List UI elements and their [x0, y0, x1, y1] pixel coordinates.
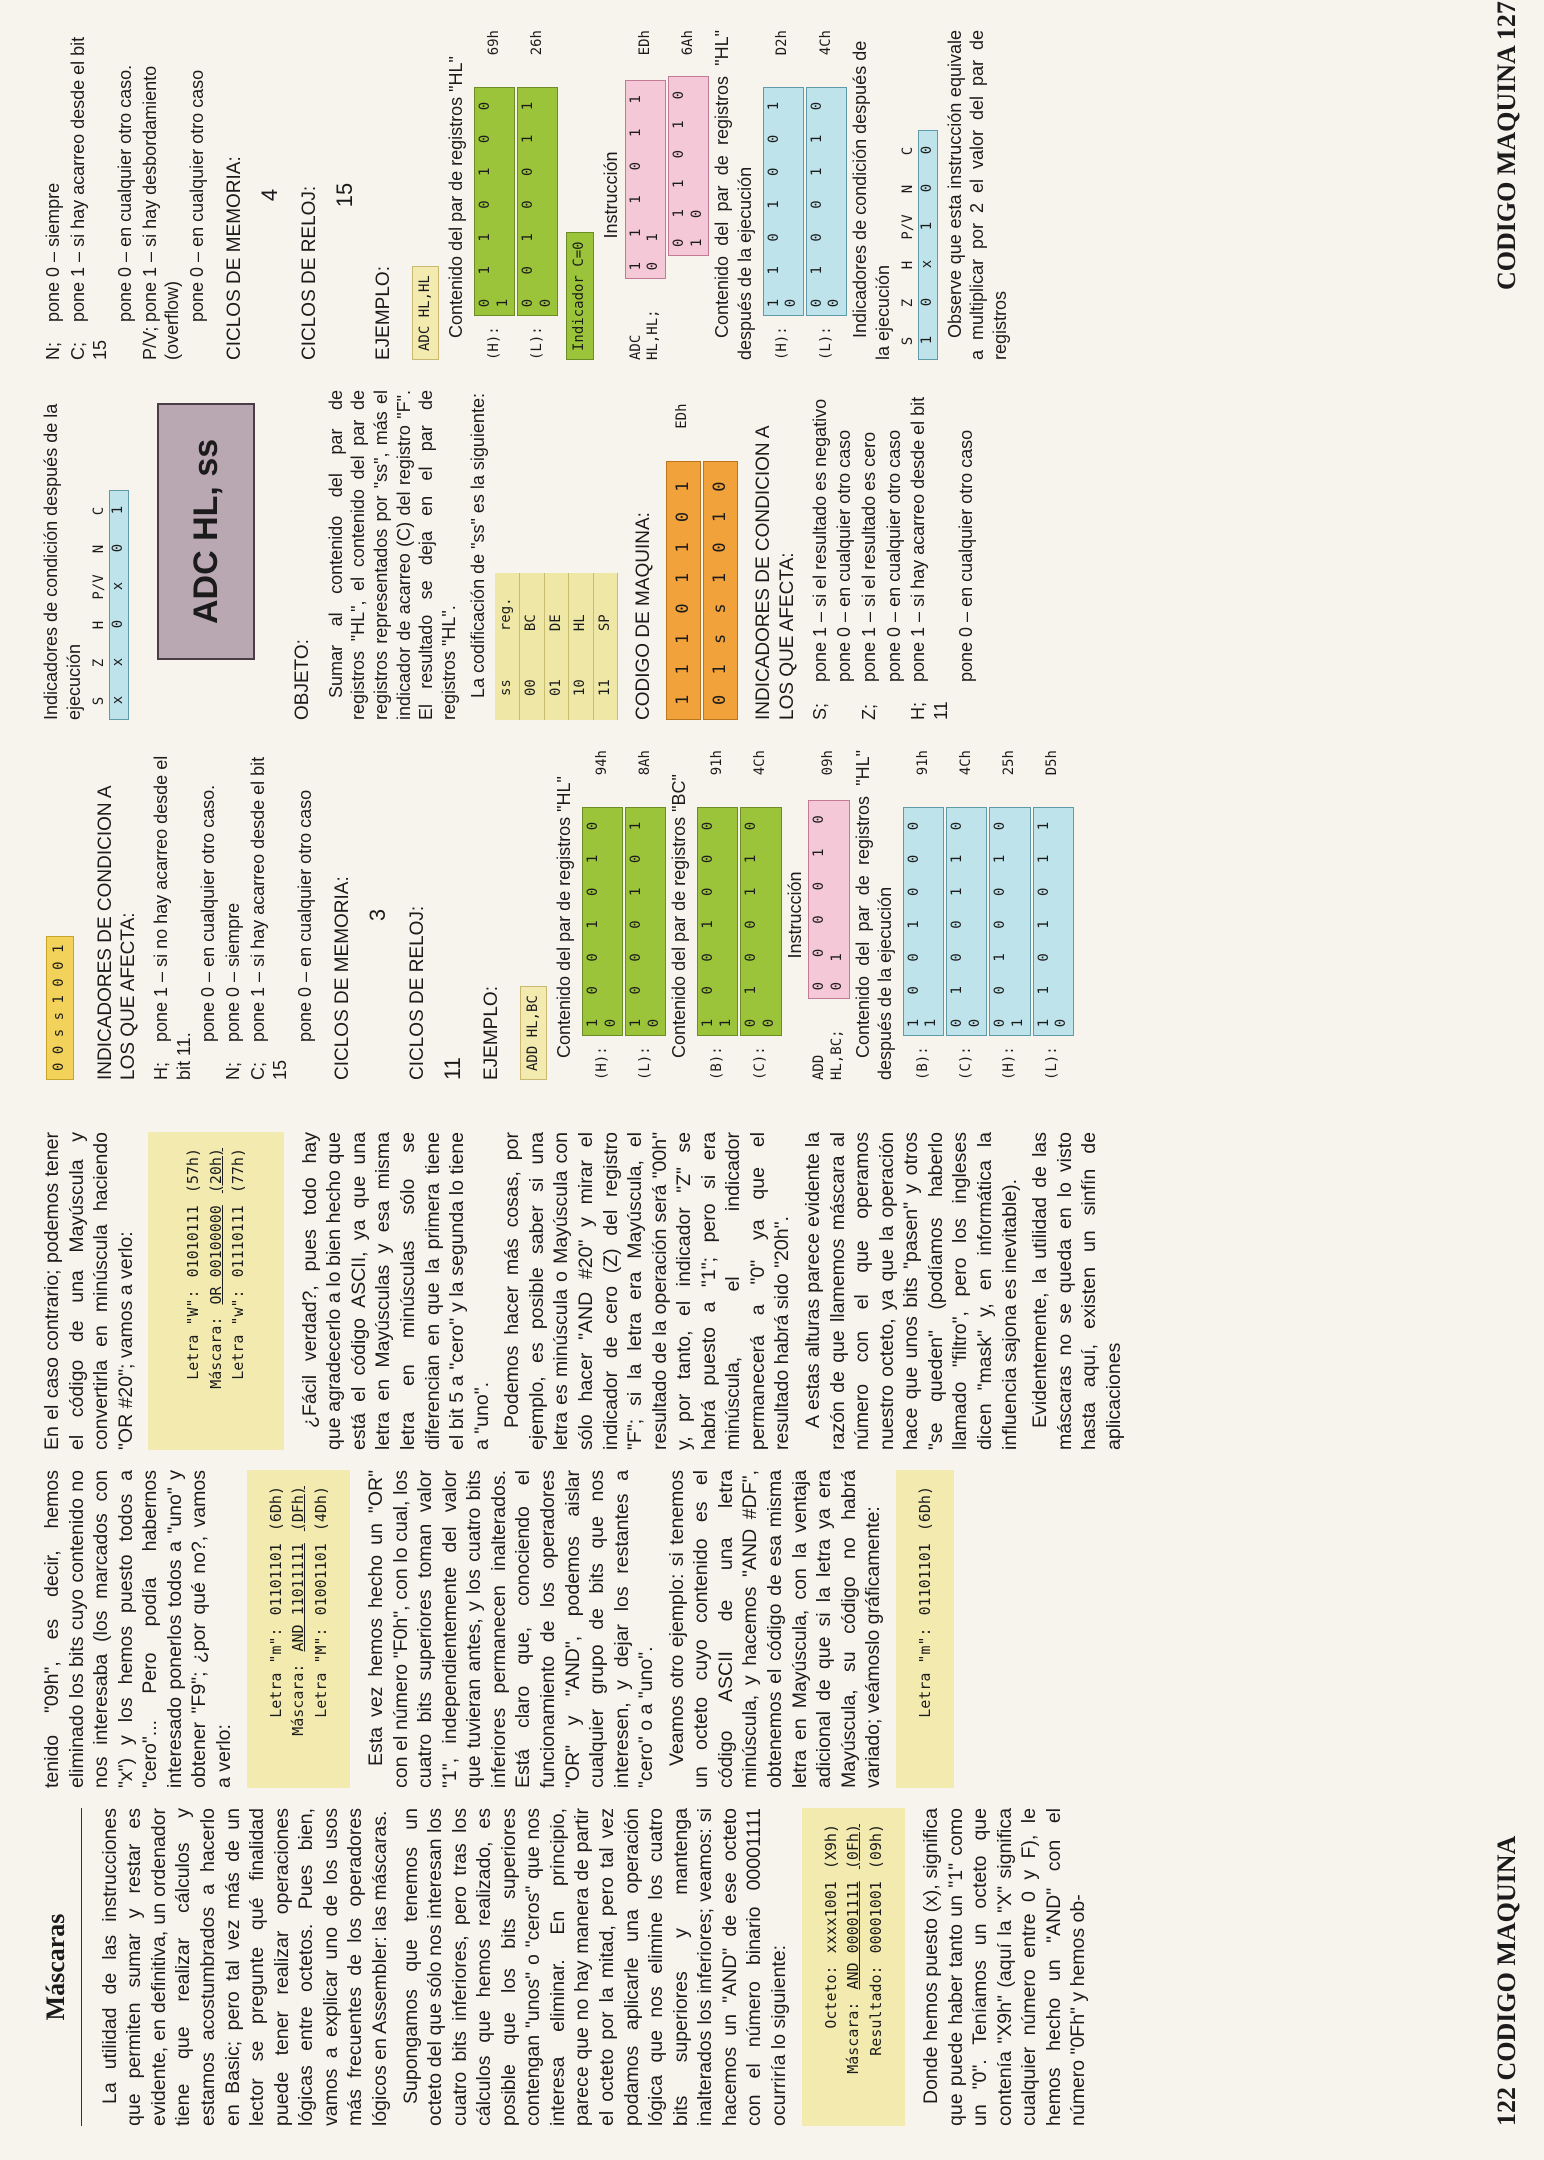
- flag-key: C;: [247, 1062, 268, 1080]
- flag-item: [114, 30, 137, 360]
- register-hex: 69h: [485, 30, 502, 56]
- flag-head: S: [900, 336, 917, 346]
- flag-value: 0: [919, 297, 936, 307]
- flag-head: C: [900, 146, 917, 156]
- instruction-row: [625, 30, 666, 360]
- mask-example-or: [247, 1470, 351, 1788]
- machine-code-row: [666, 390, 701, 720]
- flag-value: x: [109, 657, 126, 667]
- instruction-hex: 6Ah: [679, 30, 696, 56]
- register-hex: D5h: [1044, 750, 1061, 776]
- register-name: (H):: [485, 326, 502, 360]
- mask-hex: (77h): [229, 1148, 248, 1194]
- flag-item: [222, 750, 245, 1080]
- left-col-1: [40, 1808, 1097, 2126]
- flag-head: N: [900, 184, 917, 194]
- paragraph: A estas alturas parece evidente la razón de que llamemos máscara al número con el que operamos nuestro octeto, ya que la operación hace que unos bits "pasen" y otros "se queden" (podíamos haberlo llamado "filtro", pero los ingleses dicen "mask" y, en informática la influencia sajona es inevitable).: [802, 1132, 1021, 1450]
- mask-hex: (09h): [866, 1824, 885, 1870]
- paragraph: tenido "09h", es decir, hemos eliminado los bits cuyo contenido no nos interesaba (los marcados con "x") y los hemos puesto todos a "cero"... Pero podía habernos interesado ponerlos todos a "uno" y obtener "F9"; ¿por qué no?, vamos a verlo:: [41, 1470, 235, 1788]
- mask-value: 01001101: [311, 1543, 330, 1616]
- register-name: (C):: [752, 1046, 769, 1080]
- register-hex: 4Ch: [817, 30, 834, 56]
- flag-head: H: [91, 620, 108, 630]
- instruction-label: Instrucción: [601, 151, 622, 239]
- flag-key: C;: [67, 342, 88, 360]
- mask-hex: (X9h): [821, 1824, 840, 1870]
- flag-item: [247, 750, 292, 1080]
- register-hex: 91h: [708, 750, 725, 776]
- memory-cycles-value: 4: [256, 188, 282, 202]
- flag-text: pone 1 – si no hay acarreo desde el bit 11.: [150, 755, 194, 1080]
- register-name: (H):: [593, 1046, 610, 1080]
- paragraph: Supongamos que tenemos un octeto del que sólo nos interesan los cuatro bits inferiores, pero tras los cálculos que hemos realizado, es posible que los bits superiores contengan "unos" o "ceros" que nos interesa eliminar. En principio, parece que no hay manera de partir el octeto por la mitad, pero tal vez podamos aplicarle una operación lógica que nos elimine los cuatro bits superiores y mantenga inalterados los inferiores; veamos: si hacemos un "AND" de ese octeto con el número binario 00001111 ocurriría lo siguiente:: [399, 1808, 790, 2126]
- register-bits: 1 1 0 1 0 0 1 0: [763, 87, 804, 316]
- mask-label: Resultado:: [866, 1965, 885, 2056]
- mask-label: Letra "W":: [184, 1289, 203, 1380]
- flag-list: [809, 390, 978, 720]
- register-row: [474, 30, 515, 360]
- mask-label: Máscara:: [206, 1316, 225, 1389]
- mask-example-and: [802, 1808, 906, 2126]
- flag-head: Z: [91, 658, 108, 668]
- table-row: [593, 573, 618, 720]
- table-row: [495, 573, 519, 720]
- register-row: [697, 750, 738, 1080]
- left-folio: [1492, 1836, 1522, 2126]
- flag-item: [955, 390, 978, 720]
- register-name: (B):: [708, 1046, 725, 1080]
- mask-hex: (57h): [184, 1148, 203, 1194]
- register-bits: 1 0 0 1 0 1 0 0: [582, 807, 623, 1036]
- table-row: [544, 573, 569, 720]
- mask-value: 00001111: [844, 1881, 862, 1954]
- register-name: (B):: [914, 1046, 931, 1080]
- instruction-row: [808, 750, 849, 1080]
- example-label: EJEMPLO:: [481, 986, 503, 1080]
- ss-encoding-table: [495, 573, 618, 720]
- table-cell: 01: [544, 655, 569, 720]
- register-row: [989, 750, 1030, 1080]
- carry-indicator: Indicador C=0: [566, 232, 594, 360]
- example-instruction: ADC HL,HL: [412, 266, 440, 360]
- paragraph: Contenido del par de registros "HL": [446, 56, 467, 338]
- right-folio: [1492, 1, 1522, 290]
- objective-label: OBJETO:: [292, 639, 314, 720]
- instruction-bits: 0 1 1 0 1 0 1 0: [668, 76, 709, 256]
- register-name: (L):: [1044, 1046, 1061, 1080]
- paragraph: Contenido del par de registros "HL" después de la ejecución: [852, 750, 896, 1080]
- table-header: reg.: [495, 573, 519, 655]
- flag-item: [67, 30, 112, 360]
- flag-key: H;: [908, 702, 929, 720]
- register-bits: 1 1 0 1 0 1 1 0: [1033, 807, 1074, 1036]
- instruction-name: ADC HL,HL;: [627, 309, 662, 360]
- table-cell: DE: [544, 573, 569, 655]
- example-label: EJEMPLO:: [373, 266, 395, 360]
- table-cell: SP: [593, 573, 618, 655]
- flag-item: [809, 390, 832, 720]
- mask-label: Máscara:: [844, 2001, 862, 2074]
- example-instruction: ADD HL,BC: [520, 986, 548, 1080]
- flag-item: [858, 390, 881, 720]
- paragraph: Indicadores de condición después de la ejecución: [850, 40, 893, 360]
- paragraph: Veamos otro ejemplo: si tenemos un octeto cuyo contenido es el código ASCII de una letra minúscula, y hacemos "AND #DF", obtenemos el código de esa misma letra en Mayúscula, con la ventaja adicional de que si la letra ya era Mayúscula, su código no habrá variado; veámoslo gráficamente:: [665, 1470, 885, 1788]
- flag-item: [186, 30, 209, 360]
- register-bits: 0 0 1 0 0 1 0 1: [989, 807, 1030, 1036]
- clock-cycles-label: CICLOS DE RELOJ:: [406, 905, 428, 1080]
- table-cell: 00: [519, 655, 544, 720]
- instruction-name: ADD HL,BC;: [811, 1029, 845, 1080]
- clock-cycles-value: 11: [439, 1057, 465, 1080]
- flag-text: pone 0 – en cualquier otro caso: [883, 429, 904, 682]
- register-hex: 94h: [593, 750, 610, 776]
- section-title: Máscaras: [40, 1808, 82, 2126]
- flag-item: [907, 390, 952, 720]
- machine-code-label: CODIGO DE MAQUINA:: [633, 512, 655, 720]
- flag-item: [833, 390, 856, 720]
- memory-cycles-value: 3: [364, 908, 390, 922]
- register-bits: 1 0 0 0 1 0 1 0: [625, 807, 666, 1036]
- register-bits: 0 1 0 0 1 1 0 0: [806, 87, 847, 316]
- register-hex: 26h: [529, 30, 546, 56]
- left-col-2: [40, 1470, 968, 1788]
- flag-text: pone 0 – en cualquier otro caso: [295, 789, 315, 1042]
- register-row: [517, 30, 558, 360]
- paragraph: Contenido del par de registros "HL" después de la ejecución: [712, 30, 755, 360]
- page-header-title: CODIGO MAQUINA: [1492, 1835, 1521, 2081]
- flag-head: S: [91, 696, 108, 706]
- flag-text: pone 1 – si el resultado es cero: [859, 431, 880, 682]
- mask-example-lower: [148, 1132, 284, 1450]
- register-hex: D2h: [774, 30, 791, 56]
- mask-label: Octeto:: [821, 1965, 840, 2029]
- flag-value: x: [109, 581, 126, 591]
- flag-key: P/V;: [139, 326, 160, 360]
- flag-item: [42, 30, 65, 360]
- paragraph: ¿Fácil verdad?, pues todo hay que agradecerlo a lo bien hecho que está el código ASCII, ya que una letra en Mayúsculas y esa misma letra en minúsculas sólo se diferencian en que la primera tiene el bit 5 a "cero" y la segunda lo tiene a "uno".: [298, 1132, 493, 1450]
- flag-key: Z;: [859, 704, 880, 720]
- flag-text: pone 1 – si el resultado es negativo: [809, 398, 830, 682]
- flag-item: [139, 30, 184, 360]
- register-name: (C):: [957, 1046, 974, 1080]
- clock-cycles-value: 15: [331, 182, 357, 208]
- flag-item: [197, 750, 220, 1080]
- register-hex: 8Ah: [636, 750, 653, 776]
- mask-value: 01010111: [184, 1205, 203, 1278]
- table-row: [569, 573, 594, 720]
- mask-label: Letra "m":: [266, 1627, 285, 1718]
- table-cell: BC: [519, 573, 544, 655]
- instruction-label: Instrucción: [784, 871, 805, 959]
- mask-hex: (DFh): [289, 1486, 307, 1532]
- flag-table-head: [900, 30, 918, 360]
- flag-text: pone 1 – si hay acarreo desde el bit 15: [67, 36, 111, 360]
- mask-op: OR: [206, 1286, 225, 1305]
- flag-table-head: [91, 390, 109, 720]
- instruction-bits: 1 1 1 0 1 1 0 1: [625, 80, 666, 279]
- flag-table: [91, 390, 128, 720]
- memory-cycles-label: CICLOS DE MEMORIA:: [331, 876, 353, 1080]
- mask-hex: (20h): [206, 1148, 225, 1194]
- flag-value: 0: [919, 145, 936, 155]
- flag-text: pone 0 – en cualquier otro caso.: [198, 784, 219, 1042]
- flag-text: pone 1 – si hay acarreo desde el bit 11: [908, 396, 952, 720]
- flag-value: x: [919, 259, 936, 269]
- paragraph: Evidentemente, la utilidad de las máscaras no se queda en lo visto hasta aquí, existen un sinfín de aplicaciones: [1029, 1132, 1125, 1450]
- right-col-3: [40, 30, 1018, 360]
- flag-text: pone 1 – si hay desbordamiento (overflow): [139, 65, 183, 360]
- flag-text: pone 0 – en cualquier otro caso.: [115, 64, 136, 322]
- mask-value: 01101101: [915, 1543, 934, 1616]
- flag-head: C: [91, 506, 108, 516]
- mask-hex: (4Dh): [311, 1486, 330, 1532]
- mask-hex: (6Dh): [266, 1486, 285, 1532]
- right-col-2: [40, 390, 979, 720]
- flag-key: H;: [150, 1062, 171, 1080]
- paragraph: Esta vez hemos hecho un "OR" con el número "F0h", con lo cual, los cuatro bits superiores toman valor "1", independientemente del valor que tuvieran antes, y los cuatro bits inferiores permanecen inalterados. Está claro que, conociendo el funcionamiento de los operadores "OR" y "AND", podemos aislar cualquier grupo de bits que nos interesen, y dejar los restantes a "cero" o a "uno".: [365, 1470, 658, 1788]
- instruction-title-box: ADC HL, ss: [157, 403, 256, 660]
- flags-heading: INDICADORES DE CONDICION A LOS QUE AFECTA:: [753, 426, 798, 720]
- register-row: [946, 750, 987, 1080]
- register-row: [763, 30, 804, 360]
- instruction-row: [668, 30, 709, 360]
- register-bits: 1 0 0 1 0 0 0 1: [903, 807, 944, 1036]
- paragraph: Contenido del par de registros "BC": [669, 774, 690, 1058]
- mask-op: AND: [844, 1962, 862, 1990]
- register-hex: 91h: [914, 750, 931, 776]
- register-hex: 4Ch: [752, 750, 769, 776]
- mask-label: Máscara:: [289, 1663, 307, 1736]
- register-row: [806, 30, 847, 360]
- flag-text: pone 1 – si hay acarreo desde el bit 15: [247, 756, 291, 1080]
- flag-item: [294, 750, 317, 1080]
- flag-value: 0: [109, 619, 126, 629]
- register-name: (L):: [817, 326, 834, 360]
- paragraph: Sumar al contenido del par de registros "HL", el contenido del par de registros representados por "ss", más el indicador de acarreo (C) del registro "F". El resultado se deja en el par de registros "HL".: [325, 390, 459, 720]
- mask-hex: (0Fh): [844, 1824, 862, 1870]
- machine-code-bits: 0 1 s s 1 0 1 0: [703, 461, 738, 720]
- register-bits: 0 0 1 0 0 1 1 0: [517, 87, 558, 316]
- mask-value: 11011111: [289, 1543, 307, 1616]
- register-name: (H):: [1001, 1046, 1018, 1080]
- flag-key: N;: [222, 1062, 243, 1080]
- instruction-hex: 09h: [820, 750, 837, 776]
- flag-value: 1: [919, 221, 936, 231]
- left-col-3: [40, 1132, 1132, 1450]
- flag-key: S;: [809, 702, 830, 720]
- register-row: [740, 750, 781, 1080]
- mask-value: 01101101: [266, 1543, 285, 1616]
- flag-value: 1: [919, 335, 936, 345]
- mask-label: Letra "M":: [311, 1627, 330, 1718]
- table-cell: 11: [593, 655, 618, 720]
- register-hex: 4Ch: [957, 750, 974, 776]
- register-bits: 1 0 0 1 0 0 0 1: [697, 807, 738, 1036]
- instruction-hex: EDh: [636, 30, 653, 56]
- flag-key: N;: [43, 342, 63, 360]
- paragraph: Observe que esta instrucción equivale a multiplicar por 2 el valor del par de registros: [944, 30, 1011, 360]
- flag-text: pone 0 – en cualquier otro caso: [187, 69, 208, 322]
- flag-head: P/V: [91, 574, 108, 600]
- code-bar: 0 0 s s 1 0 0 1: [46, 936, 74, 1080]
- flag-head: P/V: [900, 214, 917, 240]
- paragraph: La utilidad de las instrucciones que permiten sumar y restar es evidente, en definitiva, un ordenador tiene que realizar cálculos y estamos acostumbrados a hacerlo en Basic; pero tal vez más de un lector se pregunte qué finalidad puede tener realizar operaciones lógicas entre octetos. Pues bien, vamos a explicar uno de los usos más frecuentes de los operadores lógicos en Assembler: las máscaras.: [98, 1808, 391, 2126]
- paragraph: La codificación de "ss" es la siguiente:: [467, 393, 488, 698]
- mask-value: 01110111: [229, 1205, 248, 1278]
- mask-op: AND: [289, 1624, 307, 1652]
- memory-cycles-label: CICLOS DE MEMORIA:: [223, 156, 245, 360]
- mask-value: 00100000: [206, 1205, 225, 1278]
- register-name: (H):: [774, 326, 791, 360]
- machine-code-bits: 1 1 1 0 1 1 0 1: [666, 461, 701, 720]
- table-row: [519, 573, 544, 720]
- clock-cycles-label: CICLOS DE RELOJ:: [298, 185, 320, 360]
- register-row: [903, 750, 944, 1080]
- flag-table-values: [109, 490, 129, 720]
- flag-head: Z: [900, 298, 917, 308]
- table-header: ss: [495, 655, 519, 720]
- paragraph: Contenido del par de registros "HL": [554, 776, 575, 1058]
- flag-text: pone 0 – en cualquier otro caso: [955, 429, 976, 682]
- paragraph: Donde hemos puesto (x), significa que puede haber tanto un "1" como un "0". Teníamos un octeto que contenía "X9h" (aquí la "X" significa cualquier número entre 0 y F), le hemos hecho un "AND" con el número "0Fh" y hemos ob-: [920, 1808, 1090, 2126]
- machine-code-hex: EDh: [674, 403, 691, 429]
- flag-value: 1: [109, 505, 126, 515]
- flag-list: [150, 750, 317, 1080]
- flag-table: [900, 30, 937, 360]
- paragraph: Podemos hacer más cosas, por ejemplo, es posible saber si una letra es minúscula o Mayúscula con sólo hacer "AND #20" y mirar el indicador de cero (Z) del registro "F"; si la letra era Mayúscula, el resultado de la operación será "00h" y, por tanto, el indicador "Z" se habrá puesto a "1"; pero si era minúscula, el indicador permanecerá a "0" ya que el resultado habrá sido "20h".: [501, 1132, 794, 1450]
- flag-value: x: [109, 695, 126, 705]
- flag-head: N: [91, 544, 108, 554]
- mask-hex: (6Dh): [915, 1486, 934, 1532]
- flag-item: [150, 750, 195, 1080]
- register-name: (L):: [636, 1046, 653, 1080]
- flag-item: [883, 390, 906, 720]
- table-cell: HL: [569, 573, 594, 655]
- table-cell: 10: [569, 655, 594, 720]
- register-bits: 0 1 1 0 1 0 0 1: [474, 87, 515, 316]
- flag-head: H: [900, 260, 917, 270]
- page-number: 122: [1492, 2087, 1521, 2126]
- flags-heading: INDICADORES DE CONDICION A LOS QUE AFECTA:: [94, 786, 139, 1080]
- flag-table-values: [918, 130, 938, 360]
- register-row: [625, 750, 666, 1080]
- register-name: (L):: [529, 326, 546, 360]
- paragraph: En el caso contrario; podemos tener el código de una Mayúscula y convertirla en minúscula haciendo "OR #20"; vamos a verlo:: [41, 1132, 137, 1450]
- page-number: 127: [1492, 1, 1521, 41]
- mask-label: Letra "m":: [915, 1627, 934, 1718]
- register-hex: 25h: [1001, 750, 1018, 776]
- page-header-title: CODIGO MAQUINA: [1492, 46, 1521, 290]
- machine-code-row: [703, 390, 738, 720]
- register-row: [1033, 750, 1074, 1080]
- right-col-1: [40, 750, 1076, 1080]
- flag-text: pone 0 – en cualquier otro caso: [834, 429, 855, 682]
- flag-list: [42, 30, 209, 360]
- instruction-bits: 0 0 0 0 1 0 0 1: [808, 800, 849, 999]
- mask-example-letter: [896, 1470, 955, 1788]
- register-bits: 0 1 0 0 1 1 0 0: [946, 807, 987, 1036]
- flag-text: pone 0 – siempre: [222, 902, 243, 1042]
- flag-value: 0: [109, 543, 126, 553]
- mask-label: Letra "w":: [229, 1289, 248, 1380]
- paragraph: Indicadores de condición después de la ejecución: [41, 403, 84, 720]
- mask-value: 00001001: [866, 1881, 885, 1954]
- register-bits: 0 1 0 0 1 1 0 0: [740, 807, 781, 1036]
- flag-text: pone 0 – siempre: [43, 182, 63, 322]
- register-row: [582, 750, 623, 1080]
- mask-value: xxxx1001: [821, 1881, 840, 1954]
- flag-value: 0: [919, 183, 936, 193]
